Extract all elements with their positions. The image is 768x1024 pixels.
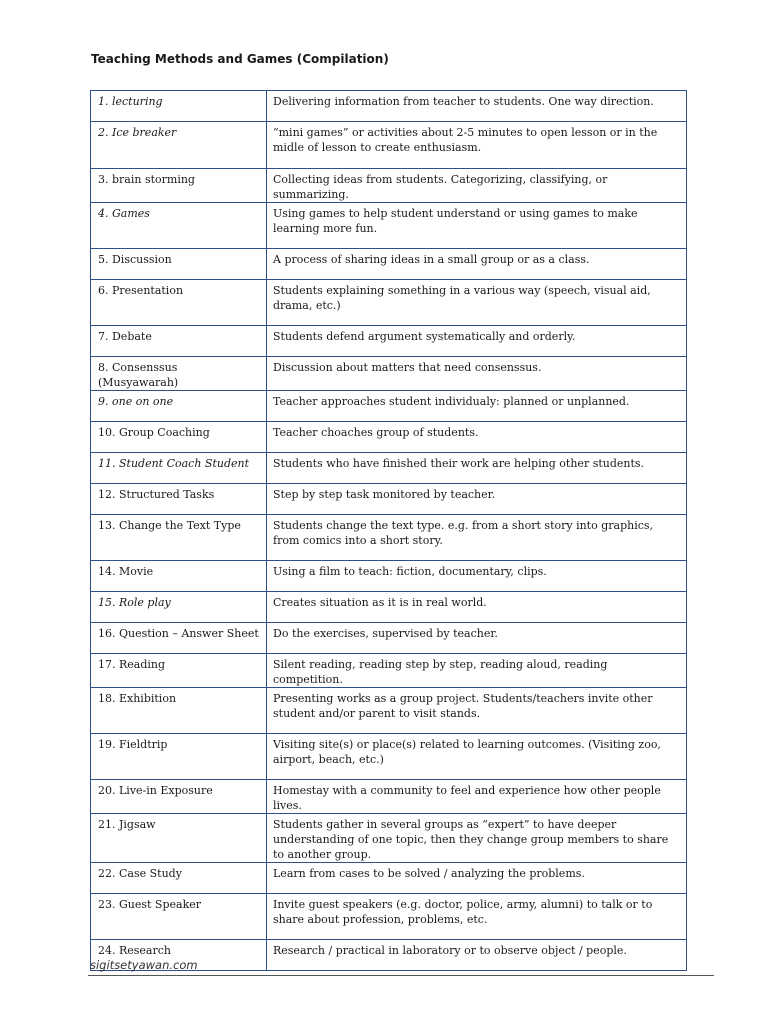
- method-description: Students who have finished their work are helping other students.: [267, 453, 687, 484]
- method-name: 8. Consenssus (Musyawarah): [91, 357, 267, 391]
- table-row: [91, 391, 687, 422]
- table-row: [91, 561, 687, 592]
- method-name: 5. Discussion: [91, 249, 267, 280]
- document-title: Teaching Methods and Games (Compilation): [91, 52, 389, 66]
- method-description: A process of sharing ideas in a small group or as a class.: [267, 249, 687, 280]
- table-row: [91, 592, 687, 623]
- method-name: 11. Student Coach Student: [91, 453, 267, 484]
- table-row: [91, 169, 687, 203]
- method-name: 24. Research: [91, 940, 267, 971]
- method-description: Teacher approaches student individualy: planned or unplanned.: [267, 391, 687, 422]
- method-name: 22. Case Study: [91, 863, 267, 894]
- method-name: 10. Group Coaching: [91, 422, 267, 453]
- table-row: [91, 814, 687, 863]
- method-name: 1. lecturing: [91, 91, 267, 122]
- table-row: [91, 249, 687, 280]
- method-description: Collecting ideas from students. Categorizing, classifying, or summarizing.: [267, 169, 687, 203]
- method-description: Delivering information from teacher to students. One way direction.: [267, 91, 687, 122]
- footer-rule: [88, 975, 714, 976]
- method-description: Learn from cases to be solved / analyzing the problems.: [267, 863, 687, 894]
- method-description: Homestay with a community to feel and experience how other people lives.: [267, 780, 687, 814]
- method-description: Do the exercises, supervised by teacher.: [267, 623, 687, 654]
- method-description: Using a film to teach: fiction, documentary, clips.: [267, 561, 687, 592]
- method-description: Invite guest speakers (e.g. doctor, police, army, alumni) to talk or to share about profession, problems, etc.: [267, 894, 687, 940]
- table-row: [91, 654, 687, 688]
- table-row: [91, 734, 687, 780]
- method-description: Research / practical in laboratory or to observe object / people.: [267, 940, 687, 971]
- method-name: 9. one on one: [91, 391, 267, 422]
- table-row: [91, 863, 687, 894]
- table-row: [91, 453, 687, 484]
- method-name: 2. Ice breaker: [91, 122, 267, 169]
- method-description: Step by step task monitored by teacher.: [267, 484, 687, 515]
- table-row: [91, 326, 687, 357]
- method-name: 7. Debate: [91, 326, 267, 357]
- methods-table: [90, 90, 687, 971]
- method-name: 6. Presentation: [91, 280, 267, 326]
- method-name: 23. Guest Speaker: [91, 894, 267, 940]
- method-description: Discussion about matters that need consenssus.: [267, 357, 687, 391]
- method-name: 16. Question – Answer Sheet: [91, 623, 267, 654]
- method-description: Students gather in several groups as “expert” to have deeper understanding of one topic, then they change group members to share to another group.: [267, 814, 687, 863]
- method-name: 17. Reading: [91, 654, 267, 688]
- methods-table-body: [91, 91, 687, 971]
- method-name: 14. Movie: [91, 561, 267, 592]
- table-row: [91, 484, 687, 515]
- table-row: [91, 203, 687, 249]
- method-description: Students defend argument systematically and orderly.: [267, 326, 687, 357]
- table-row: [91, 894, 687, 940]
- method-description: Using games to help student understand or using games to make learning more fun.: [267, 203, 687, 249]
- method-description: Creates situation as it is in real world.: [267, 592, 687, 623]
- method-description: Students explaining something in a various way (speech, visual aid, drama, etc.): [267, 280, 687, 326]
- table-row: [91, 422, 687, 453]
- table-row: [91, 623, 687, 654]
- table-row: [91, 357, 687, 391]
- method-description: Students change the text type. e.g. from a short story into graphics, from comics into a short story.: [267, 515, 687, 561]
- method-name: 18. Exhibition: [91, 688, 267, 734]
- table-row: [91, 122, 687, 169]
- footer-website: sigitsetyawan.com: [90, 958, 198, 972]
- method-name: 4. Games: [91, 203, 267, 249]
- method-name: 12. Structured Tasks: [91, 484, 267, 515]
- method-description: “mini games” or activities about 2-5 minutes to open lesson or in the midle of lesson to create enthusiasm.: [267, 122, 687, 169]
- method-name: 15. Role play: [91, 592, 267, 623]
- table-row: [91, 280, 687, 326]
- table-row: [91, 688, 687, 734]
- table-row: [91, 91, 687, 122]
- method-description: Teacher choaches group of students.: [267, 422, 687, 453]
- table-row: [91, 780, 687, 814]
- method-name: 21. Jigsaw: [91, 814, 267, 863]
- table-row: [91, 515, 687, 561]
- method-name: 13. Change the Text Type: [91, 515, 267, 561]
- method-description: Visiting site(s) or place(s) related to learning outcomes. (Visiting zoo, airport, beach, etc.): [267, 734, 687, 780]
- method-name: 3. brain storming: [91, 169, 267, 203]
- method-name: 20. Live-in Exposure: [91, 780, 267, 814]
- method-name: 19. Fieldtrip: [91, 734, 267, 780]
- method-description: Silent reading, reading step by step, reading aloud, reading competition.: [267, 654, 687, 688]
- method-description: Presenting works as a group project. Students/teachers invite other student and/or parent to visit stands.: [267, 688, 687, 734]
